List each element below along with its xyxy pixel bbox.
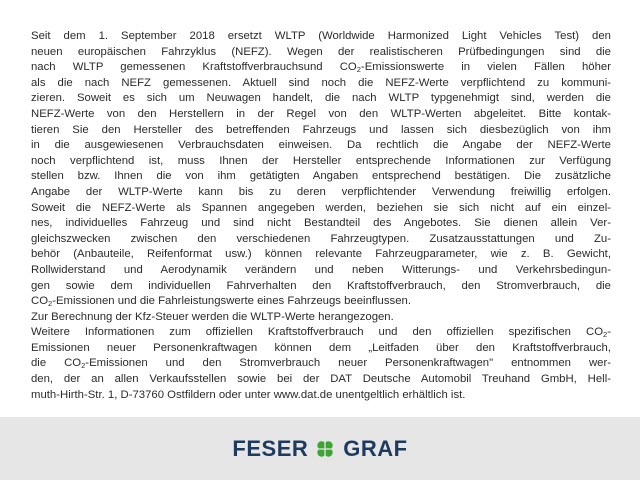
disclaimer-line xyxy=(31,123,611,139)
text-run: stellen bzw. Ihnen die von ihm getätigten Angaben entsprechend bestätigen. Die zusätzliche xyxy=(31,170,611,183)
disclaimer-line xyxy=(31,107,611,123)
text-run: noch verpflichtend ist, muss Ihnen der Hersteller entsprechende Informationen zur Verfügung xyxy=(31,154,611,167)
four-leaf-clover-icon xyxy=(314,438,336,460)
disclaimer-line xyxy=(31,263,611,279)
brand-logo[interactable] xyxy=(0,436,640,462)
text-run: gen sowie dem individuellen Fahrverhalten den Kraftstoffverbrauch, den Stromverbrauch, die xyxy=(31,279,611,292)
subscript: 2 xyxy=(48,299,53,309)
text-run: als die nach NEFZ gemessenen. Aktuell sind noch die NEFZ-Werte verpflichtend zu kommuni- xyxy=(31,76,611,89)
text-run: neuen europäischen Fahrzyklus (NEFZ). Wegen der realistischeren Prüfbedingungen sind die xyxy=(31,45,611,58)
disclaimer-line xyxy=(31,279,611,295)
disclaimer-line xyxy=(31,310,611,326)
subscript: 2 xyxy=(81,361,86,371)
disclaimer-line xyxy=(31,60,611,76)
disclaimer-line xyxy=(31,138,611,154)
disclaimer-line xyxy=(31,45,611,61)
footer-bar xyxy=(0,417,640,480)
disclaimer-line xyxy=(31,372,611,388)
text-run: Emissionen neuer Personenkraftwagen können dem „Leitfaden über den Kraftstoffverbrauch, xyxy=(31,341,611,354)
disclaimer-line xyxy=(31,388,611,404)
text-run: -Emissionswerte in vielen Fällen höher xyxy=(360,61,611,74)
brand-name-right: GRAF xyxy=(343,436,408,461)
text-run: -Emissionen und die Fahrleistungswerte eines Fahrzeugs beeinflussen. xyxy=(52,295,411,308)
text-run: den, der an allen Verkaufsstellen sowie bei der DAT Deutsche Automobil Treuhand GmbH, Hell- xyxy=(31,373,611,386)
subscript: 2 xyxy=(603,330,608,340)
text-run: Weitere Informationen zum offiziellen Kraftstoffverbrauch und den offiziellen spezifischen CO xyxy=(31,326,604,339)
text-run: behör (Anbauteile, Reifenformat usw.) können relevante Fahrzeugparameter, wie z. B. Gewicht, xyxy=(31,248,611,261)
disclaimer-line xyxy=(31,76,611,92)
disclaimer-line xyxy=(31,154,611,170)
text-run: die CO xyxy=(31,357,82,370)
disclaimer-line xyxy=(31,91,611,107)
text-run: Soweit die NEFZ-Werte als Spannen angegeben werden, beziehen sie sich nicht auf ein einzel- xyxy=(31,201,611,214)
text-run: zieren. Soweit es sich um Neuwagen handelt, die nach WLTP typgenehmigt sind, werden die xyxy=(31,92,611,105)
text-run: -Emissionen und den Stromverbrauch neuer Personenkraftwagen" entnommen wer- xyxy=(85,357,612,370)
text-run: Seit dem 1. September 2018 ersetzt WLTP (Worldwide Harmonized Light Vehicles Test) den xyxy=(31,30,611,42)
disclaimer-line xyxy=(31,201,611,217)
text-run: Zur Berechnung der Kfz-Steuer werden die WLTP-Werte herangezogen. xyxy=(31,310,394,323)
text-run: Angabe der WLTP-Werte kann bis zu deren verpflichtender Verwendung freiwillig erfolgen. xyxy=(31,185,611,198)
disclaimer-line xyxy=(31,29,611,45)
disclaimer-line xyxy=(31,247,611,263)
text-run: muth-Hirth-Str. 1, D-73760 Ostfildern oder unter www.dat.de unentgeltlich erhältlich ist. xyxy=(31,388,466,401)
disclaimer-line xyxy=(31,294,611,310)
text-run: nes, individuelles Fahrzeug und sind nicht Bestandteil des Angebotes. Sie dienen allein Ver- xyxy=(31,217,611,230)
disclaimer-text xyxy=(31,29,611,403)
disclaimer-line xyxy=(31,169,611,185)
text-run: - xyxy=(607,326,611,339)
disclaimer-line xyxy=(31,356,611,372)
text-run: tieren Sie den Hersteller des betreffenden Fahrzeugs und lassen sich diesbezüglich von ihm xyxy=(31,123,611,136)
text-run: nach WLTP gemessenen Kraftstoffverbrauchsund CO xyxy=(31,61,357,74)
text-run: Rollwiderstand und Aerodynamik verändern und neben Witterungs- und Verkehrsbedingun- xyxy=(31,263,611,276)
subscript: 2 xyxy=(356,65,361,75)
disclaimer-line xyxy=(31,341,611,357)
text-run: gleichszwecken zwischen den verschiedenen Fahrzeugtypen. Zusatzausstattungen und Zu- xyxy=(31,232,611,245)
text-run: CO xyxy=(31,295,49,308)
disclaimer-line xyxy=(31,216,611,232)
brand-name-left: FESER xyxy=(232,436,309,461)
disclaimer-line xyxy=(31,232,611,248)
text-run: in die ausgewiesenen Verbrauchsdaten einweisen. Da rechtlich die Angabe der NEFZ-Werte xyxy=(31,139,611,152)
disclaimer-line xyxy=(31,325,611,341)
disclaimer-line xyxy=(31,185,611,201)
text-run: NEFZ-Werte von den Herstellern in der Regel von den WLTP-Werten abgeleitet. Bitte kontak- xyxy=(31,107,611,120)
